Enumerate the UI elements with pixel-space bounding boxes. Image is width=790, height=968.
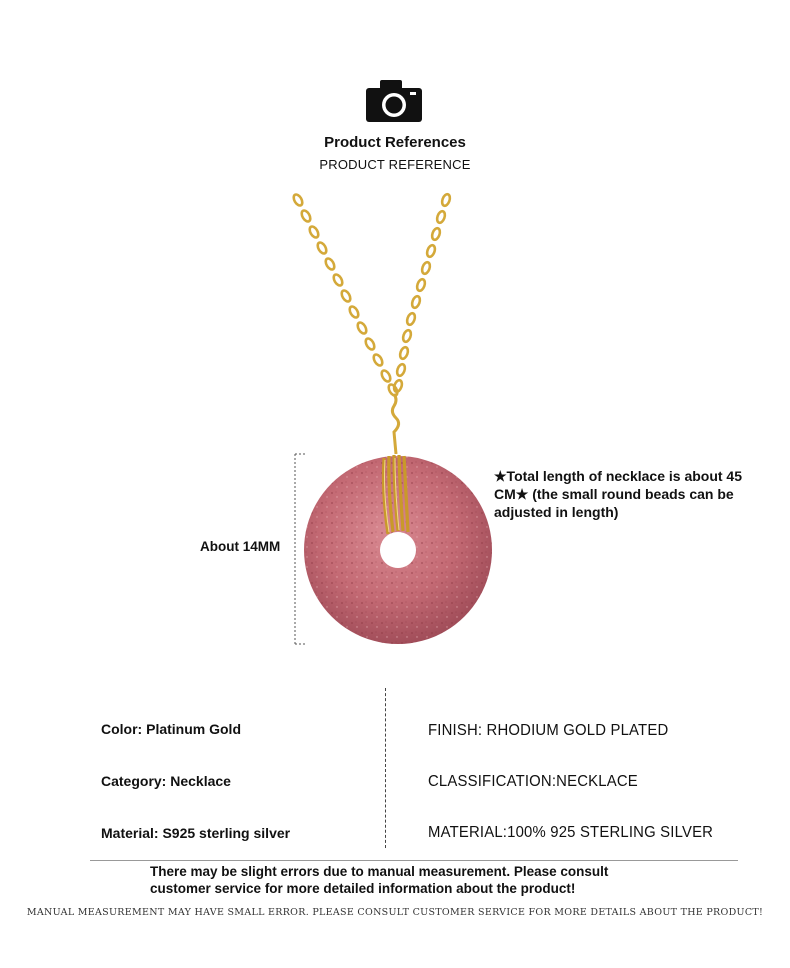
spec-finish: FINISH: RHODIUM GOLD PLATED xyxy=(428,722,669,739)
dimension-marker xyxy=(292,453,306,645)
spec-category: Category: Necklace xyxy=(101,773,231,789)
measurement-notice: There may be slight errors due to manual measurement. Please consult customer service for more detailed information about the product! xyxy=(150,864,609,896)
spec-divider xyxy=(385,688,386,848)
spec-material: Material: S925 sterling silver xyxy=(101,825,291,841)
measurement-notice-en: MANUAL MEASUREMENT MAY HAVE SMALL ERROR. PLEASE CONSULT CUSTOMER SERVICE FOR MORE DETAILS ABOUT THE PRODUCT! xyxy=(26,907,764,918)
camera-icon xyxy=(366,80,422,122)
size-label: About 14MM xyxy=(200,539,281,554)
necklace-pendant-image xyxy=(270,190,530,650)
spec-classification: CLASSIFICATION:NECKLACE xyxy=(428,773,638,790)
spec-material-en: MATERIAL:100% 925 STERLING SILVER xyxy=(428,824,714,841)
footer-divider xyxy=(90,860,738,861)
page-subtitle: PRODUCT REFERENCE xyxy=(319,157,471,172)
length-note: ★Total length of necklace is about 45 CM★ (the small round beads can be adjusted in length) xyxy=(494,468,743,520)
spec-color: Color: Platinum Gold xyxy=(101,721,241,737)
page-title: Product References xyxy=(324,134,466,151)
